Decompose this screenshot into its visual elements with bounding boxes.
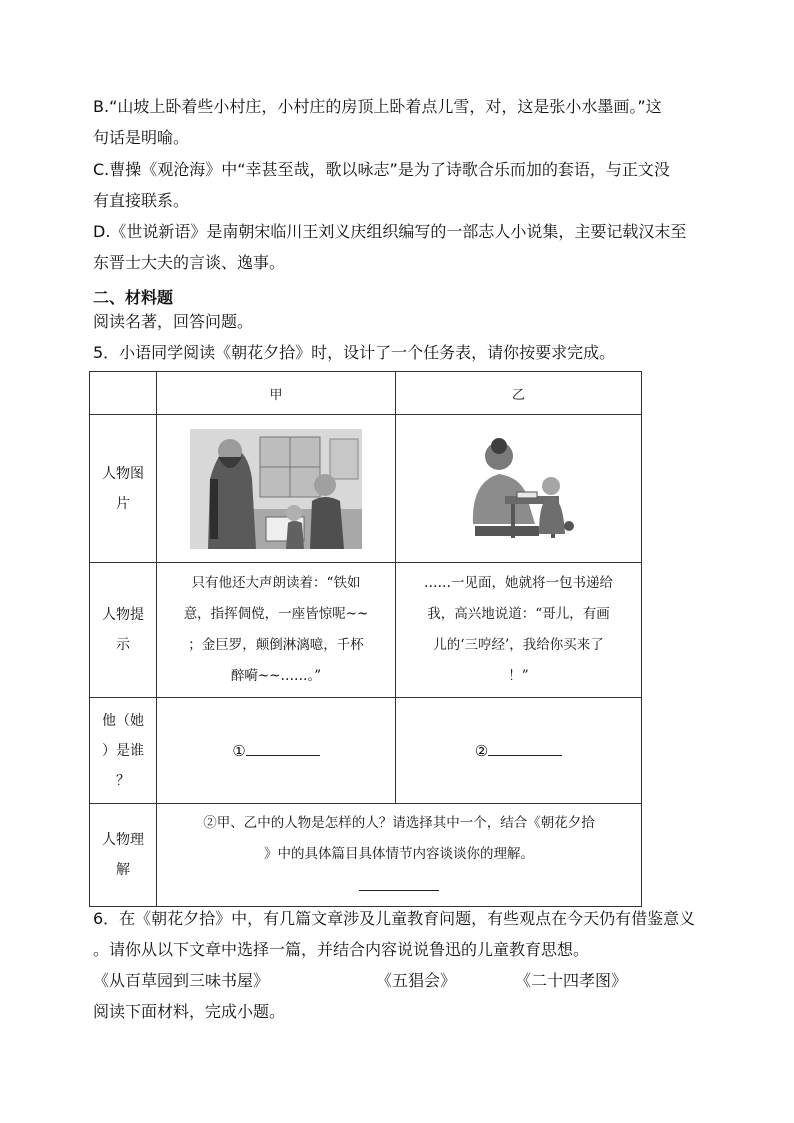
header-empty-cell (90, 372, 157, 415)
section-title: 二、材料题 (93, 288, 174, 307)
hint-yi: ……一见面，她就将一包书递给 我，高兴地说道：“哥儿，有画 儿的‘三哼经’，我给你买来了 ！” (396, 563, 642, 698)
column-header-jia: 甲 (157, 372, 396, 415)
column-header-yi: 乙 (396, 372, 642, 415)
option-d-line1: D.《世说新语》是南朝宋临川王刘义庆组织编写的一部志人小说集，主要记载汉末至 (93, 222, 687, 241)
understanding-cell: ②甲、乙中的人物是怎样的人？请选择其中一个，结合《朝花夕拾 》中的具体篇目具体情节内容谈谈你的理解。 (157, 804, 642, 907)
option-d-line2: 东晋士大夫的言谈、逸事。 (93, 253, 286, 272)
row-label-who: 他（她 ）是谁 ？ (90, 698, 157, 804)
row-label-picture: 人物图 片 (90, 415, 157, 563)
hint-jia: 只有他还大声朗读着：“铁如 意，指挥倜傥，一座皆惊呢~~ ；金巨罗，颠倒淋漓噫，千杯 醉嗬~~……。” (157, 563, 396, 698)
question-6-line1: 6．在《朝花夕拾》中，有几篇文章涉及儿童教育问题，有些观点在今天仍有借鉴意义 (93, 909, 696, 928)
picture-yi (396, 415, 642, 563)
task-table (89, 371, 642, 907)
answer-cell-yi: ② (396, 698, 642, 804)
nanny-and-child-illustration (459, 434, 579, 544)
answer-blank-1[interactable] (246, 741, 320, 756)
question-5: 5．小语同学阅读《朝花夕拾》时，设计了一个任务表，请你按要求完成。 (93, 343, 616, 362)
option-c-line2: 有直接联系。 (93, 191, 190, 210)
option-b-line1: B.“山坡上卧着些小村庄，小村庄的房顶上卧着点儿雪，对，这是张小水墨画。”这 (93, 97, 662, 116)
row-label-hint: 人物提 示 (90, 563, 157, 698)
choice-1: 《从百草园到三味书屋》 (93, 971, 270, 990)
option-b-line2: 句话是明喻。 (93, 128, 190, 147)
answer-blank-2[interactable] (488, 741, 562, 756)
teacher-and-students-illustration (190, 429, 362, 549)
row-label-understanding: 人物理 解 (90, 804, 157, 907)
answer-cell-jia: ① (157, 698, 396, 804)
option-c-line1: C.曹操《观沧海》中“幸甚至哉，歌以咏志”是为了诗歌合乐而加的套语，与正文没 (93, 160, 670, 179)
question-6-line2: 。请你从以下文章中选择一篇，并结合内容说说鲁迅的儿童教育思想。 (93, 940, 590, 959)
reading-instruction: 阅读下面材料，完成小题。 (93, 1002, 286, 1021)
picture-jia (157, 415, 396, 563)
choice-3: 《二十四孝图》 (515, 971, 628, 990)
understanding-blank[interactable] (359, 876, 439, 891)
choice-2: 《五猖会》 (376, 971, 457, 990)
section-instruction: 阅读名著，回答问题。 (93, 312, 254, 331)
